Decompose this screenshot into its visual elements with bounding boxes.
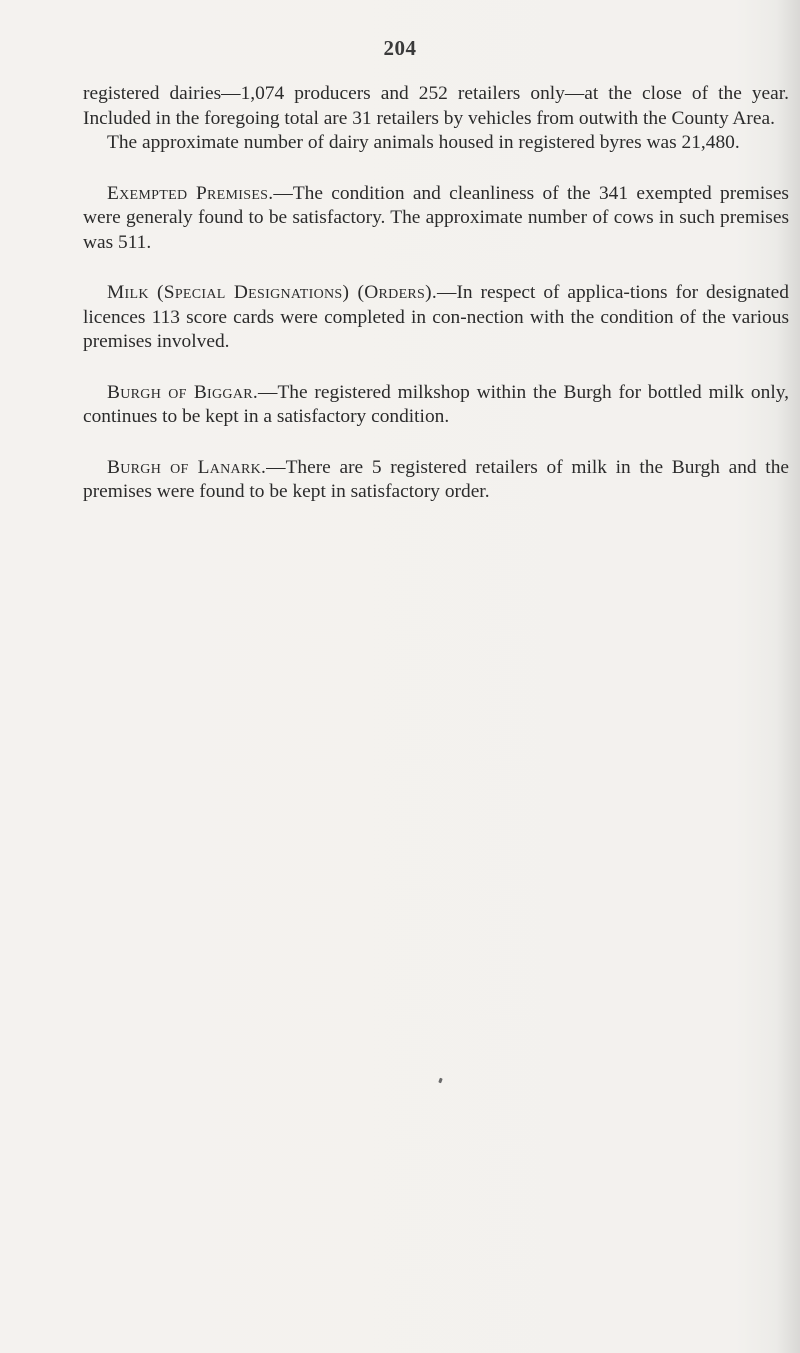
paragraph-text: —The condition and cleanliness of the 341 exempted premises were generaly found to be satisfactory. The approximate number of cows in such premises was 511. bbox=[83, 182, 789, 253]
paragraph-text: —In respect of applica-tions for designated licences 113 score cards were completed in con-nection with the condition of the various premises involved. bbox=[83, 282, 789, 352]
paragraph-exempted-premises bbox=[83, 182, 789, 256]
paragraph-text: registered dairies—1,074 producers and 252 retailers only—at the close of the year. Included in the foregoing total are 31 retailers by vehicles from outwith the County Area. bbox=[83, 83, 789, 129]
paragraph-burgh-of-biggar bbox=[83, 381, 789, 430]
paragraph-text: —The registered milkshop within the Burgh for bottled milk only, continues to be kept in a satisfactory condition. bbox=[83, 381, 789, 427]
document-body bbox=[83, 82, 789, 505]
ink-speck bbox=[438, 1078, 443, 1084]
paragraph-dairies bbox=[83, 82, 789, 131]
section-heading: Exempted Premises. bbox=[107, 182, 274, 204]
section-heading: Burgh of Lanark. bbox=[107, 456, 267, 478]
section-heading: Burgh of Biggar. bbox=[107, 381, 259, 403]
paragraph-dairy-animals bbox=[83, 131, 789, 156]
paragraph-milk-special-designations bbox=[83, 281, 789, 355]
paragraph-burgh-of-lanark bbox=[83, 456, 789, 505]
section-heading: Milk (Special Designations) (Orders). bbox=[107, 282, 438, 303]
paragraph-text: —There are 5 registered retailers of milk in the Burgh and the premises were found to be kept in satisfactory order. bbox=[83, 456, 789, 502]
paragraph-text: The approximate number of dairy animals housed in registered byres was 21,480. bbox=[107, 132, 740, 153]
page-number: 204 bbox=[383, 36, 417, 60]
